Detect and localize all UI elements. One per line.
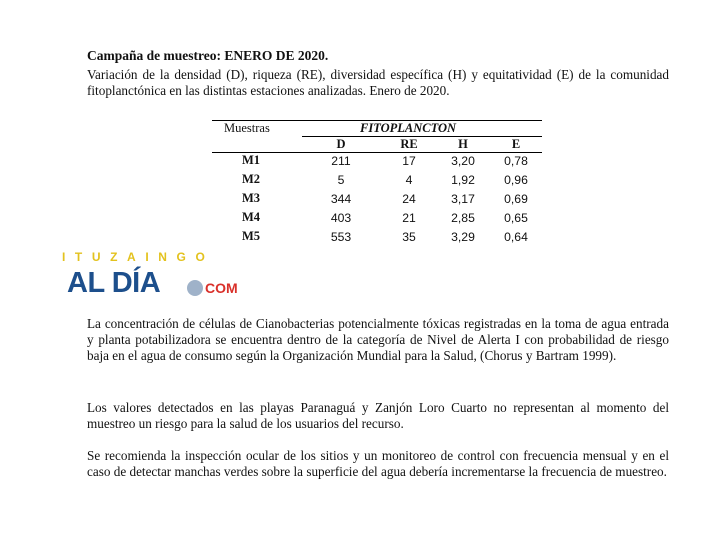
cell-e: 0,96 (504, 173, 528, 187)
cell-d: 5 (337, 173, 345, 187)
column-header: H (458, 137, 468, 151)
logo-dot-icon (187, 280, 203, 296)
logo-top-text: ITUZAINGO (62, 250, 215, 264)
column-header: E (511, 137, 521, 151)
cell-d: 403 (330, 211, 352, 225)
paragraph-beaches: Los valores detectados en las playas Paranaguá y Zanjón Loro Cuarto no representan al momento del muestreo un riesgo para la salud de los usuarios del recurso. (87, 400, 669, 431)
cell-e: 0,78 (504, 154, 528, 168)
cell-d: 211 (331, 154, 351, 168)
cell-re: 35 (402, 230, 416, 244)
cell-e: 0,69 (504, 192, 528, 206)
row-label: M2 (242, 172, 261, 186)
logo-suffix-text: COM (205, 280, 238, 296)
ituzaingo-al-dia-logo[interactable] (62, 250, 262, 302)
cell-h: 3,17 (451, 192, 475, 206)
cell-h: 1,92 (451, 173, 475, 187)
cell-d: 344 (330, 192, 352, 206)
paragraph-recommendation: Se recomienda la inspección ocular de los sitios y un monitoreo de control con frecuencia mensual y en el caso de detectar manchas verdes sobre la superficie del agua debería incrementarse la frecuencia de muestreo. (87, 448, 669, 479)
group-header: FITOPLANCTON (360, 121, 457, 135)
cell-h: 2,85 (451, 211, 475, 225)
cell-re: 21 (402, 211, 416, 225)
cell-d: 553 (330, 230, 352, 244)
cell-e: 0,64 (504, 230, 528, 244)
intro-text: Variación de la densidad (D), riqueza (RE), diversidad específica (H) y equitatividad (E) de la comunidad fitoplanctónica en las distintas estaciones analizadas. Enero de 2020. (87, 67, 669, 98)
cell-h: 3,20 (451, 154, 475, 168)
paragraph-cyanobacteria: La concentración de células de Cianobacterias potencialmente tóxicas registradas en la toma de agua entrada y planta potabilizadora se encuentra dentro de la categoría de Nivel de Alerta I con probabilidad de riesgo baja en el agua de consumo según la Organización Mundial para la Salud, (Chorus y Bartram 1999). (87, 316, 669, 363)
logo-main-text: AL DÍA (67, 267, 161, 299)
row-label: M3 (242, 191, 261, 205)
row-label: M1 (242, 153, 261, 167)
header-rule (212, 152, 542, 153)
column-header: RE (400, 137, 418, 151)
row-label: M5 (242, 229, 261, 243)
row-label: M4 (242, 210, 261, 224)
column-header: D (336, 137, 346, 151)
cell-re: 4 (405, 173, 413, 187)
page-title: Campaña de muestreo: ENERO DE 2020. (87, 48, 329, 63)
cell-re: 17 (402, 154, 416, 168)
row-header: Muestras (224, 121, 270, 135)
cell-e: 0,65 (504, 211, 528, 225)
cell-re: 24 (402, 192, 416, 206)
cell-h: 3,29 (451, 230, 475, 244)
